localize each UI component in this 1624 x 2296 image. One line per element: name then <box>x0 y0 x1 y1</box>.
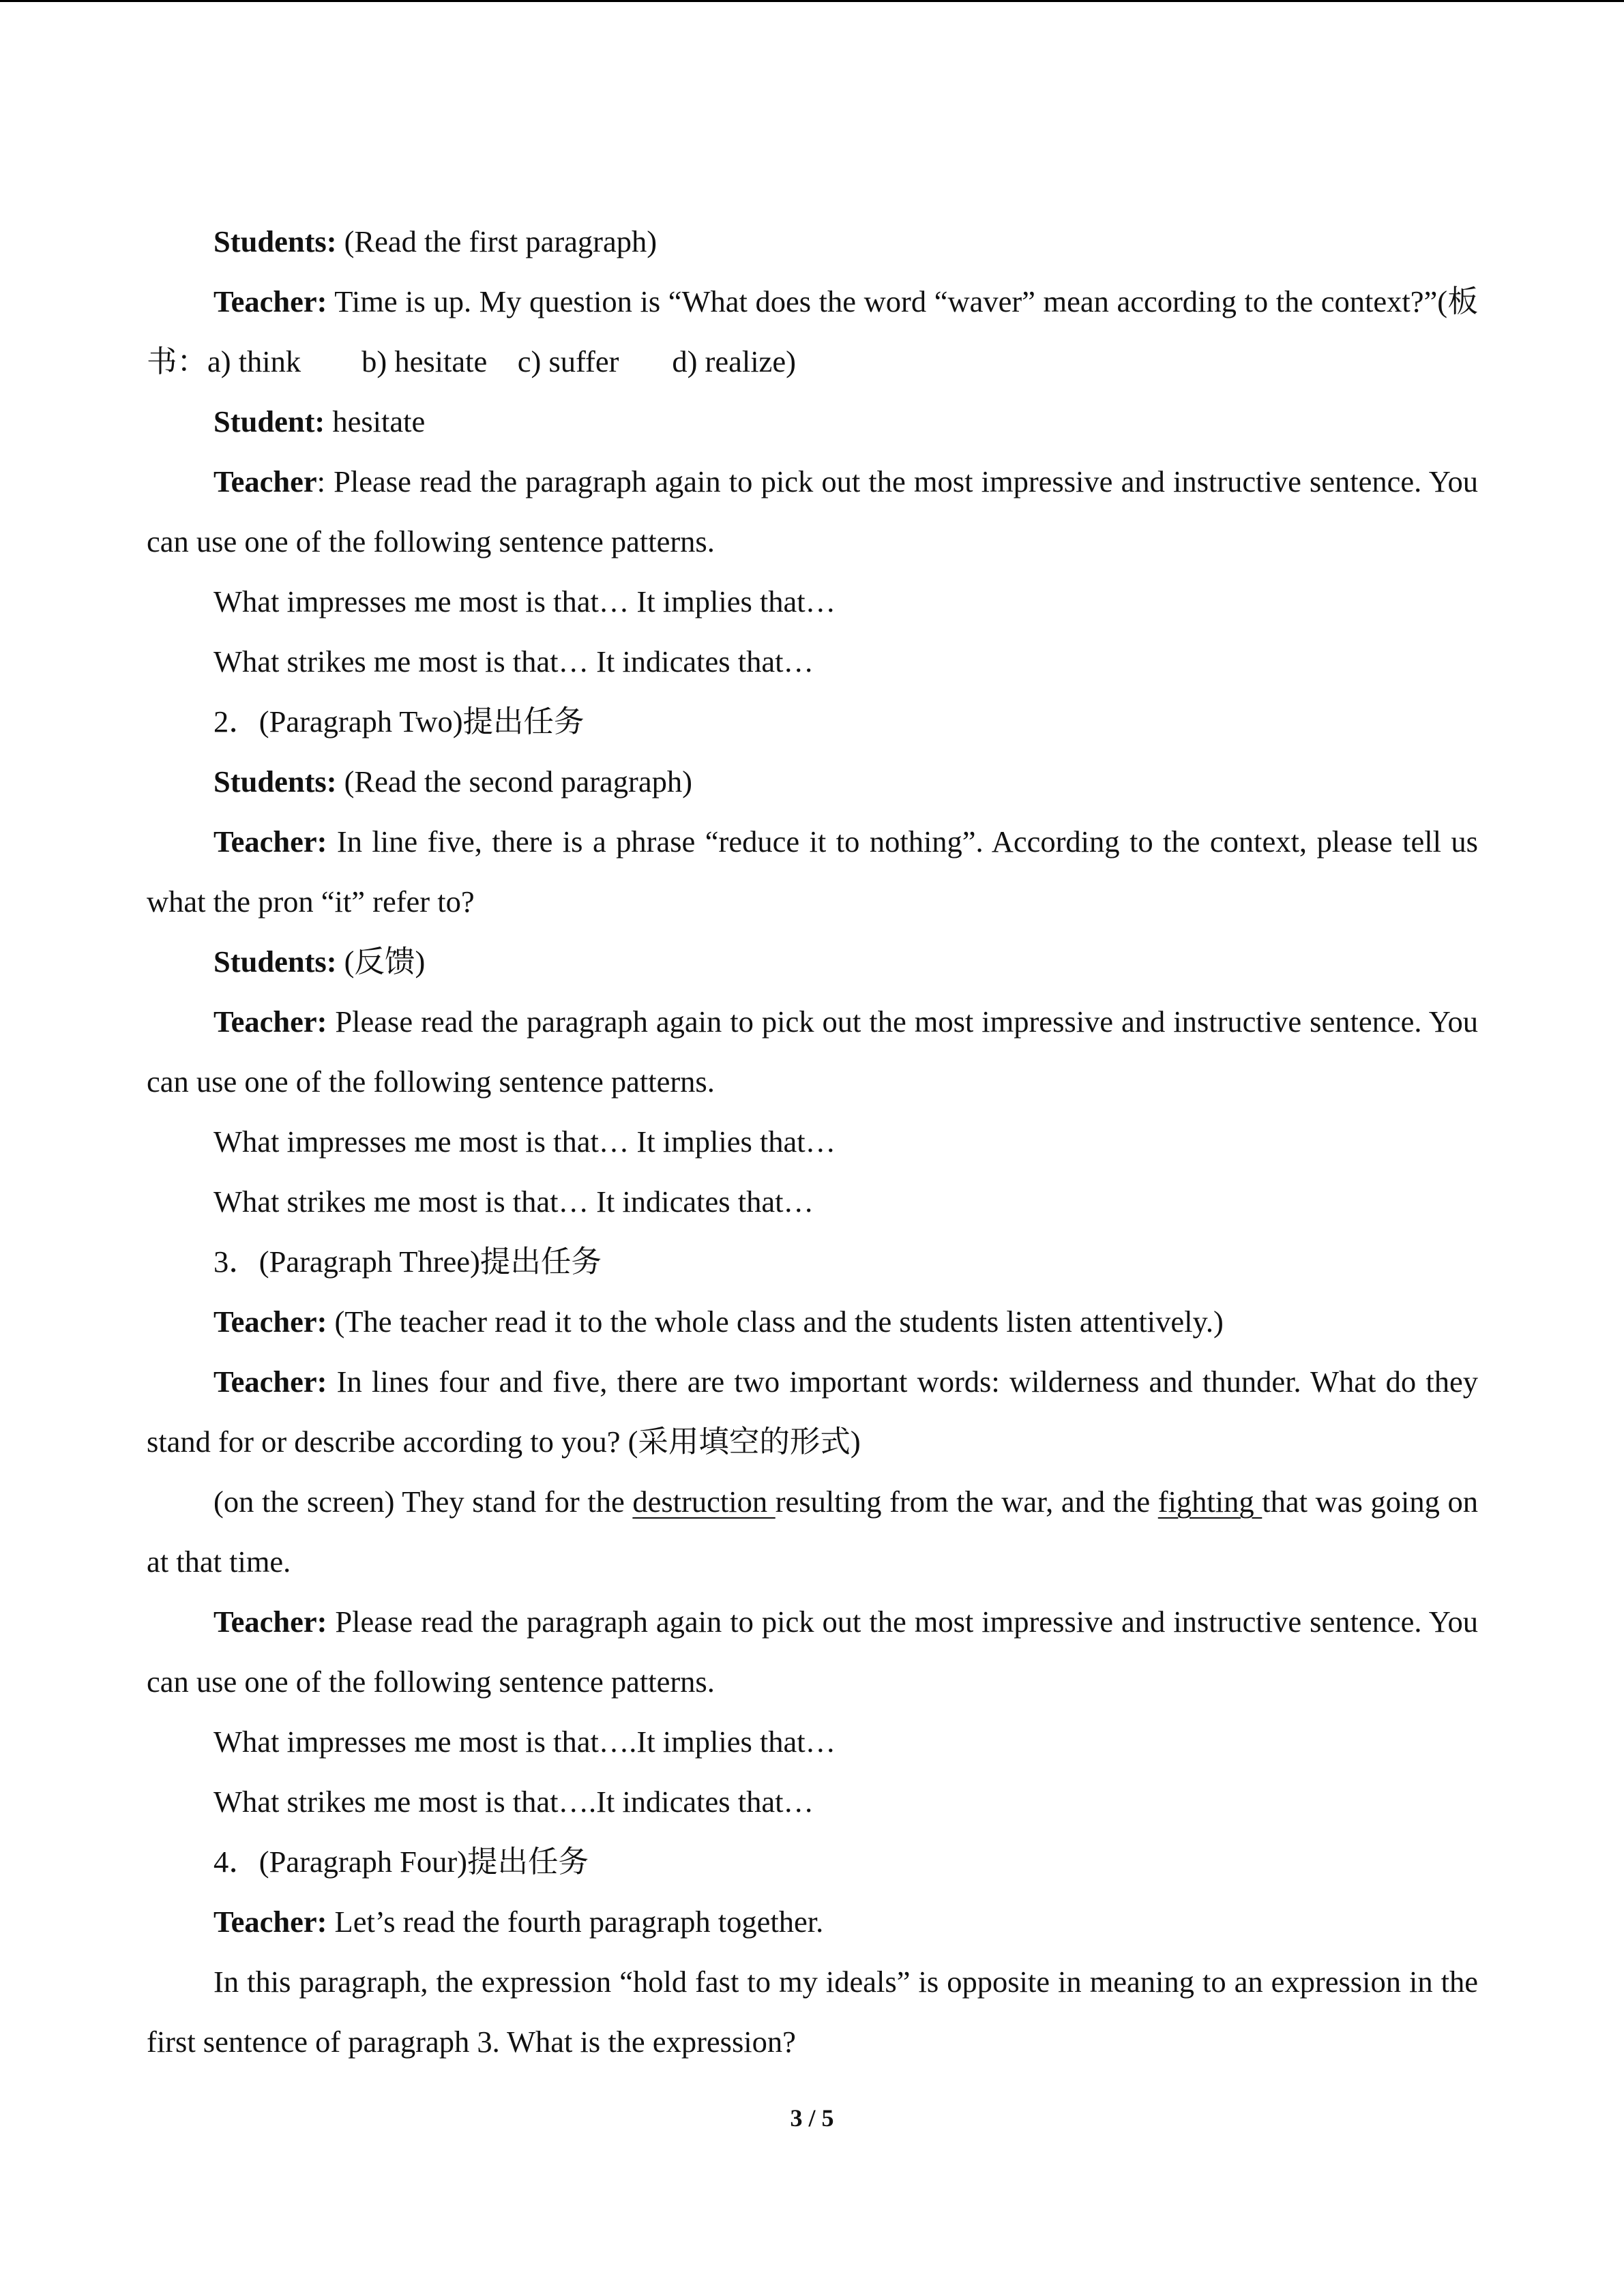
paragraph: Teacher: (The teacher read it to the whole class and the students listen attentively.) <box>213 1304 1224 1339</box>
blank-answer: destruction <box>632 1485 776 1519</box>
paragraph: Students: (Read the first paragraph) <box>213 224 658 258</box>
section-heading: 3．(Paragraph Three)提出任务 <box>213 1244 602 1279</box>
sentence-pattern: What strikes me most is that….It indicates that… <box>213 1785 814 1819</box>
paragraph: Teacher: Time is up. My question is “What does the word “waver” mean according to the context?”(板书：a) think b) hesitate c) suffer d) realize) <box>147 284 1478 378</box>
top-border <box>0 0 1624 2</box>
sentence-pattern: What impresses me most is that….It implies that… <box>213 1725 836 1759</box>
sentence-pattern: What strikes me most is that… It indicates that… <box>213 644 814 679</box>
paragraph: Teacher: Please read the paragraph again to pick out the most impressive and instructive sentence. You can use one of the following sentence patterns. <box>147 1605 1486 1699</box>
paragraph: Teacher: Let’s read the fourth paragraph together. <box>213 1905 824 1939</box>
screen-fill-in: (on the screen) They stand for the destruction resulting from the war, and the fighting that was going on at that time. <box>147 1485 1486 1579</box>
sentence-pattern: What strikes me most is that… It indicates that… <box>213 1184 814 1219</box>
section-heading: 2．(Paragraph Two)提出任务 <box>213 704 585 739</box>
paragraph: In this paragraph, the expression “hold fast to my ideals” is opposite in meaning to an expression in the first sentence of paragraph 3. What is the expression? <box>147 1965 1486 2059</box>
section-heading: 4．(Paragraph Four)提出任务 <box>213 1845 589 1879</box>
page-number: 3 / 5 <box>790 2104 834 2132</box>
paragraph: Teacher: Please read the paragraph again to pick out the most impressive and instructive sentence. You can use one of the following sentence patterns. <box>147 1004 1486 1099</box>
document-body <box>147 211 1486 2072</box>
paragraph: Teacher: In lines four and five, there are two important words: wilderness and thunder. What do they stand for or describe according to you? (采用填空的形式) <box>147 1365 1486 1459</box>
paragraph: Student: hesitate <box>213 404 426 438</box>
sentence-pattern: What impresses me most is that… It implies that… <box>213 1124 836 1159</box>
paragraph: Teacher: Please read the paragraph again to pick out the most impressive and instructive sentence. You can use one of the following sentence patterns. <box>147 464 1486 558</box>
paragraph: Students: (反馈) <box>213 944 426 979</box>
paragraph: Students: (Read the second paragraph) <box>213 764 692 799</box>
blank-answer: fighting <box>1157 1485 1263 1519</box>
sentence-pattern: What impresses me most is that… It implies that… <box>213 584 836 618</box>
paragraph: Teacher: In line five, there is a phrase “reduce it to nothing”. According to the context, please tell us what the pron “it” refer to? <box>147 824 1486 919</box>
